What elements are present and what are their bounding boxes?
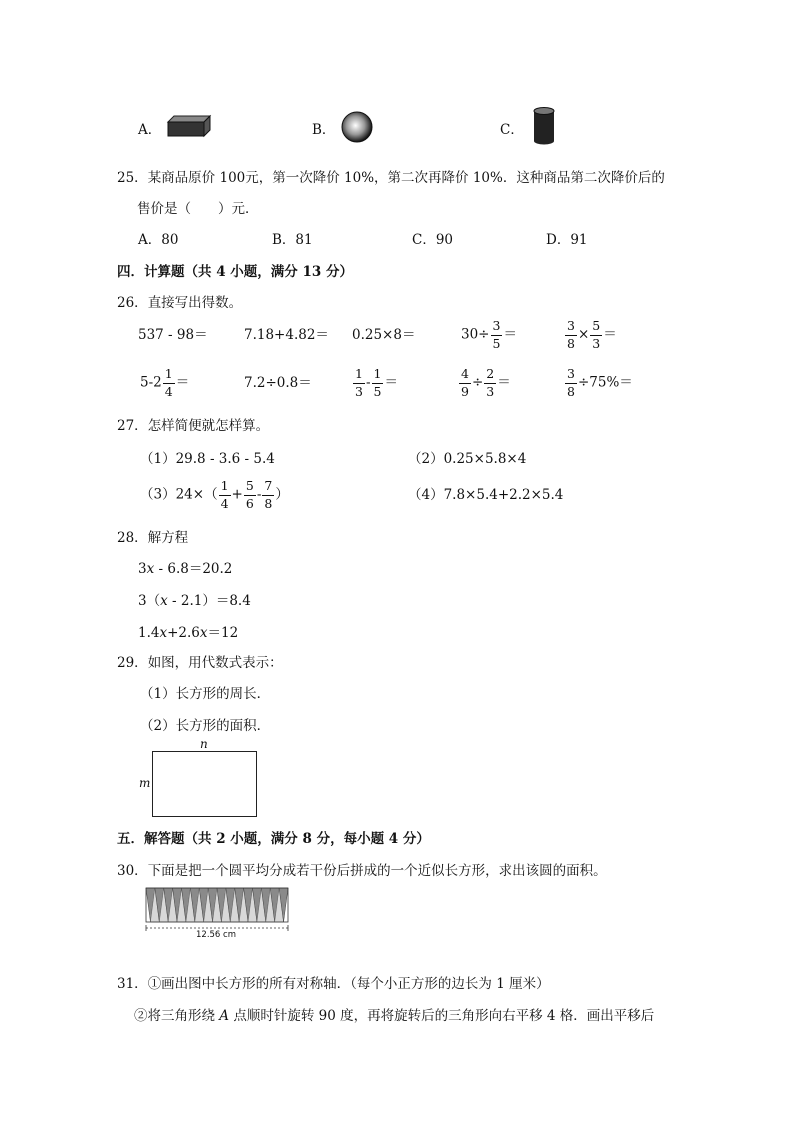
numerator: 1 xyxy=(219,480,231,496)
numerator: 3 xyxy=(491,320,503,336)
operator: - xyxy=(256,486,262,503)
q28-eq2 xyxy=(138,589,251,609)
q30-length-label: 12.56 cm xyxy=(196,930,236,940)
q25-option-d: D．91 xyxy=(546,232,588,248)
q26-r2-b: 7.2÷0.8＝ xyxy=(244,375,312,391)
eq-part: ＝12 xyxy=(207,625,239,641)
variable-x: x xyxy=(146,561,155,577)
q29-text: 如图，用代数式表示： xyxy=(147,655,283,671)
denominator: 3 xyxy=(355,383,363,399)
q26-r2-e xyxy=(564,368,633,398)
rectangular-prism-figure xyxy=(164,114,214,138)
q30-number: 30． xyxy=(117,863,148,879)
q27-p4: （4）7.8×5.4+2.2×5.4 xyxy=(408,487,564,503)
fraction xyxy=(353,368,365,398)
fraction xyxy=(163,368,175,398)
q29-p1: （1）长方形的周长． xyxy=(140,686,271,702)
numerator: 5 xyxy=(244,480,256,496)
numerator: 2 xyxy=(484,368,496,384)
denominator: 9 xyxy=(461,383,469,399)
q26-r2-a-tail: ＝ xyxy=(175,374,190,391)
q24-option-b xyxy=(312,118,335,138)
q29-rectangle xyxy=(152,751,257,817)
denominator: 5 xyxy=(492,335,501,351)
q26-r2-d xyxy=(458,368,511,398)
q24-option-a-letter: A． xyxy=(138,122,162,138)
numerator: 3 xyxy=(565,320,577,336)
denominator: 5 xyxy=(373,383,382,399)
q26-r1-d-tail: ＝ xyxy=(503,326,517,343)
q28-eq3 xyxy=(138,621,238,641)
q25-number: 25． xyxy=(117,170,148,186)
q26-r1-d-lead: 30÷ xyxy=(461,326,490,343)
fraction xyxy=(590,320,602,350)
numerator: 1 xyxy=(353,368,365,384)
numerator: 7 xyxy=(262,480,274,496)
point-a-label: A xyxy=(219,1008,230,1024)
q25-text-line1: 某商品原价 100元，第一次降价 10%，第二次再降价 10%．这种商品第二次降价后的 xyxy=(147,170,665,186)
variable-x: x xyxy=(159,625,168,641)
q26-r2-c xyxy=(352,368,398,398)
numerator: 4 xyxy=(459,368,471,384)
q26-r1-a: 537 - 98＝ xyxy=(138,327,208,343)
q29-number: 29． xyxy=(117,655,148,671)
q29-p2: （2）长方形的面积． xyxy=(140,718,271,734)
fraction xyxy=(565,320,577,350)
q26-r1-d xyxy=(461,320,517,350)
eq-part: 3（ xyxy=(138,593,161,609)
section5-title: 五．解答题（共 2 小题，满分 8 分，每小题 4 分） xyxy=(117,831,430,847)
q28-number: 28． xyxy=(117,530,148,546)
q26-r2-c-tail: ＝ xyxy=(384,374,398,391)
section4-title: 四．计算题（共 4 小题，满分 13 分） xyxy=(117,264,353,280)
q27-p3 xyxy=(140,480,289,510)
eq-part: +2.6 xyxy=(167,625,200,641)
fraction xyxy=(219,480,231,510)
q26-r1-e-tail: ＝ xyxy=(603,326,617,343)
fraction xyxy=(459,368,471,398)
q26-r2-e-tail: ÷75%＝ xyxy=(577,374,633,391)
q27-p1: （1）29.8 - 3.6 - 5.4 xyxy=(140,451,275,467)
denominator: 6 xyxy=(245,495,254,511)
q28-text: 解方程 xyxy=(147,530,189,546)
eq-part: 3 xyxy=(138,561,147,577)
q24-option-c-letter: C． xyxy=(500,122,524,138)
eq-part: 1.4 xyxy=(138,625,160,641)
q31-line1 xyxy=(117,972,550,992)
q25-line1 xyxy=(117,166,665,186)
cylinder-figure xyxy=(532,106,556,146)
q31-line2-part: 点顺时针旋转 90 度，再将旋转后的三角形向右平移 4 格．画出平移后 xyxy=(229,1008,655,1024)
q31-line2 xyxy=(134,1004,654,1024)
q26-r2-a xyxy=(140,368,189,398)
numerator: 5 xyxy=(590,320,602,336)
q26-r1-c: 0.25×8＝ xyxy=(352,327,416,343)
sphere-figure xyxy=(340,110,374,144)
denominator: 8 xyxy=(264,495,273,511)
denominator: 8 xyxy=(567,383,575,399)
fraction xyxy=(491,320,503,350)
numerator: 1 xyxy=(372,368,384,384)
q29-label-n: n xyxy=(200,737,208,751)
q24-option-c xyxy=(500,118,524,138)
operator: - xyxy=(365,374,371,391)
denominator: 8 xyxy=(567,335,575,351)
q26-r1-e xyxy=(564,320,617,350)
fraction xyxy=(565,368,577,398)
fraction xyxy=(484,368,496,398)
operator: ÷ xyxy=(471,374,484,391)
q30-heading xyxy=(117,859,607,879)
q27-number: 27． xyxy=(117,418,148,434)
q26-text: 直接写出得数。 xyxy=(147,295,243,311)
q26-r2-a-lead: 5-2 xyxy=(140,374,162,391)
q27-p2: （2）0.25×5.8×4 xyxy=(408,451,527,467)
operator: × xyxy=(577,326,590,343)
q30-text: 下面是把一个圆平均分成若干份后拼成的一个近似长方形，求出该圆的面积。 xyxy=(147,863,607,879)
denominator: 3 xyxy=(592,335,601,351)
q25-text-line2: 售价是（ ）元． xyxy=(137,201,259,217)
denominator: 4 xyxy=(164,383,173,399)
denominator: 4 xyxy=(220,495,229,511)
q25-option-a: A．80 xyxy=(138,232,179,248)
q31-line2-part: ②将三角形绕 xyxy=(134,1008,220,1024)
variable-x: x xyxy=(199,625,208,641)
q27-p3-lead: （3）24×（ xyxy=(140,486,218,503)
q31-text-line1: ①画出图中长方形的所有对称轴．（每个小正方形的边长为 1 厘米） xyxy=(147,976,550,992)
q26-heading xyxy=(117,291,242,311)
variable-x: x xyxy=(160,593,168,609)
fraction xyxy=(372,368,384,398)
operator: + xyxy=(231,486,243,503)
q27-p3-tail: ） xyxy=(275,486,289,503)
q26-number: 26． xyxy=(117,295,148,311)
q29-label-m: m xyxy=(139,776,151,790)
q25-option-c: C．90 xyxy=(412,232,454,248)
fraction xyxy=(244,480,256,510)
fraction xyxy=(262,480,274,510)
q27-text: 怎样简便就怎样算。 xyxy=(147,418,270,434)
numerator: 3 xyxy=(565,368,577,384)
q26-r1-b: 7.18+4.82＝ xyxy=(244,327,329,343)
q28-heading xyxy=(117,526,188,546)
q25-option-b: B．81 xyxy=(272,232,313,248)
q27-heading xyxy=(117,414,269,434)
q24-option-b-letter: B． xyxy=(312,122,336,138)
q24-option-a xyxy=(138,118,161,138)
numerator: 1 xyxy=(163,368,175,384)
q26-r2-d-tail: ＝ xyxy=(497,374,511,391)
q31-number: 31． xyxy=(117,976,148,992)
eq-part: - 2.1）＝8.4 xyxy=(167,593,251,609)
eq-part: - 6.8＝20.2 xyxy=(154,561,233,577)
q29-heading xyxy=(117,651,283,671)
q28-eq1 xyxy=(138,557,232,577)
denominator: 3 xyxy=(486,383,495,399)
sector-strips xyxy=(146,888,288,922)
